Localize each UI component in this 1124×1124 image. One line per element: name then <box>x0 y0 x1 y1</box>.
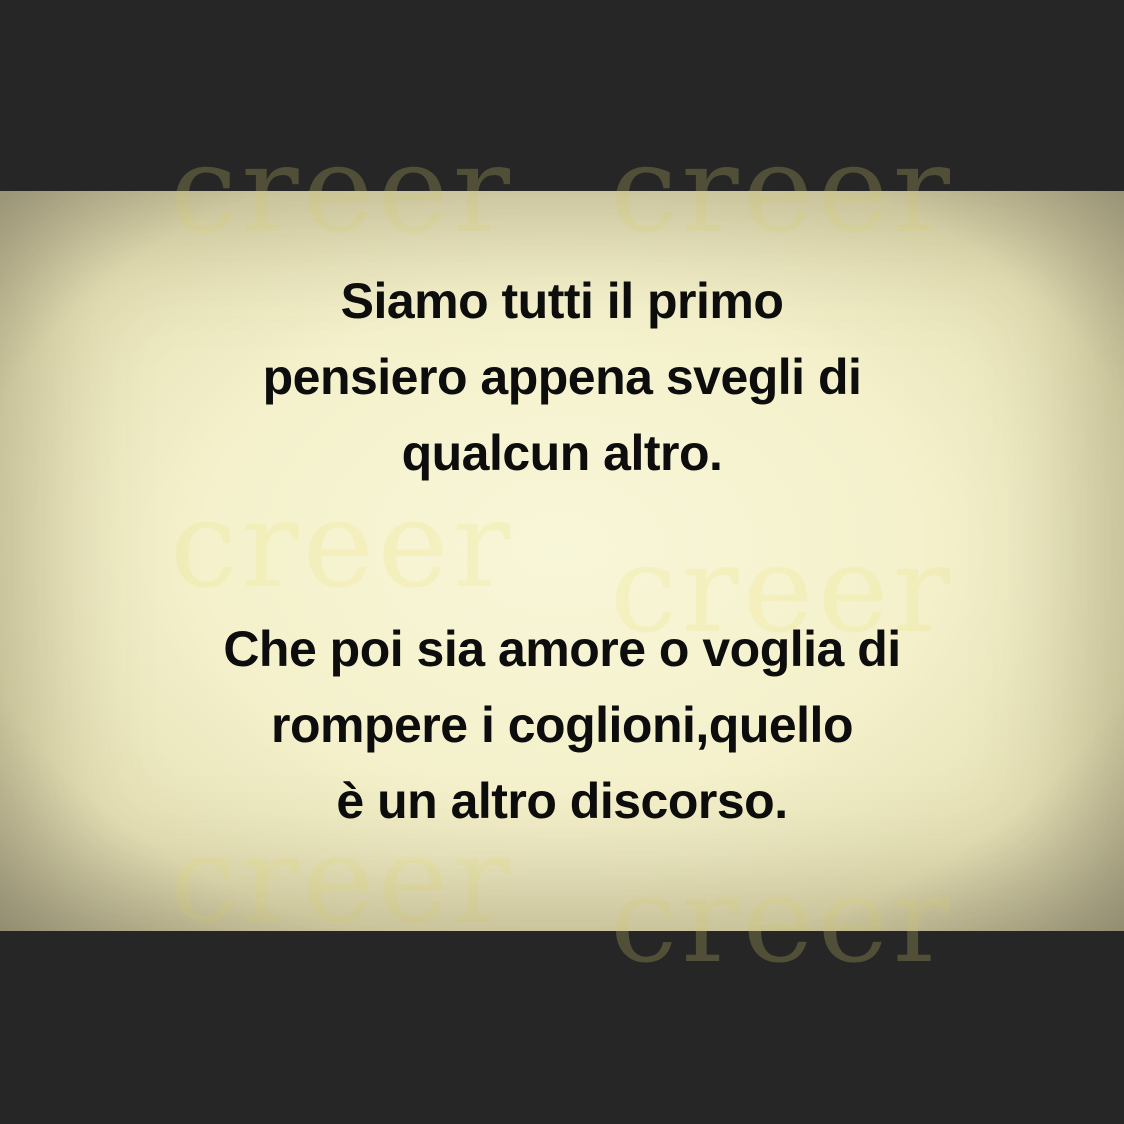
quote-line: Che poi sia amore o voglia di <box>223 621 901 677</box>
watermark: creer <box>170 811 514 950</box>
quote-line: rompere i coglioni,quello <box>270 697 853 753</box>
quote-line: pensiero appena svegli di <box>262 349 862 405</box>
quote-line: è un altro discorso. <box>336 773 788 829</box>
watermark: creer <box>610 851 954 990</box>
watermark: creer <box>610 121 954 260</box>
quote-paragraph-1 <box>0 263 1124 491</box>
watermark: creer <box>610 521 954 660</box>
watermark: creer <box>170 476 514 615</box>
quote-line: Siamo tutti il primo <box>340 273 784 329</box>
quote-card <box>0 121 1124 990</box>
watermark: creer <box>170 121 514 260</box>
quote-line: qualcun altro. <box>401 425 723 481</box>
quote-paragraph-2 <box>0 611 1124 839</box>
